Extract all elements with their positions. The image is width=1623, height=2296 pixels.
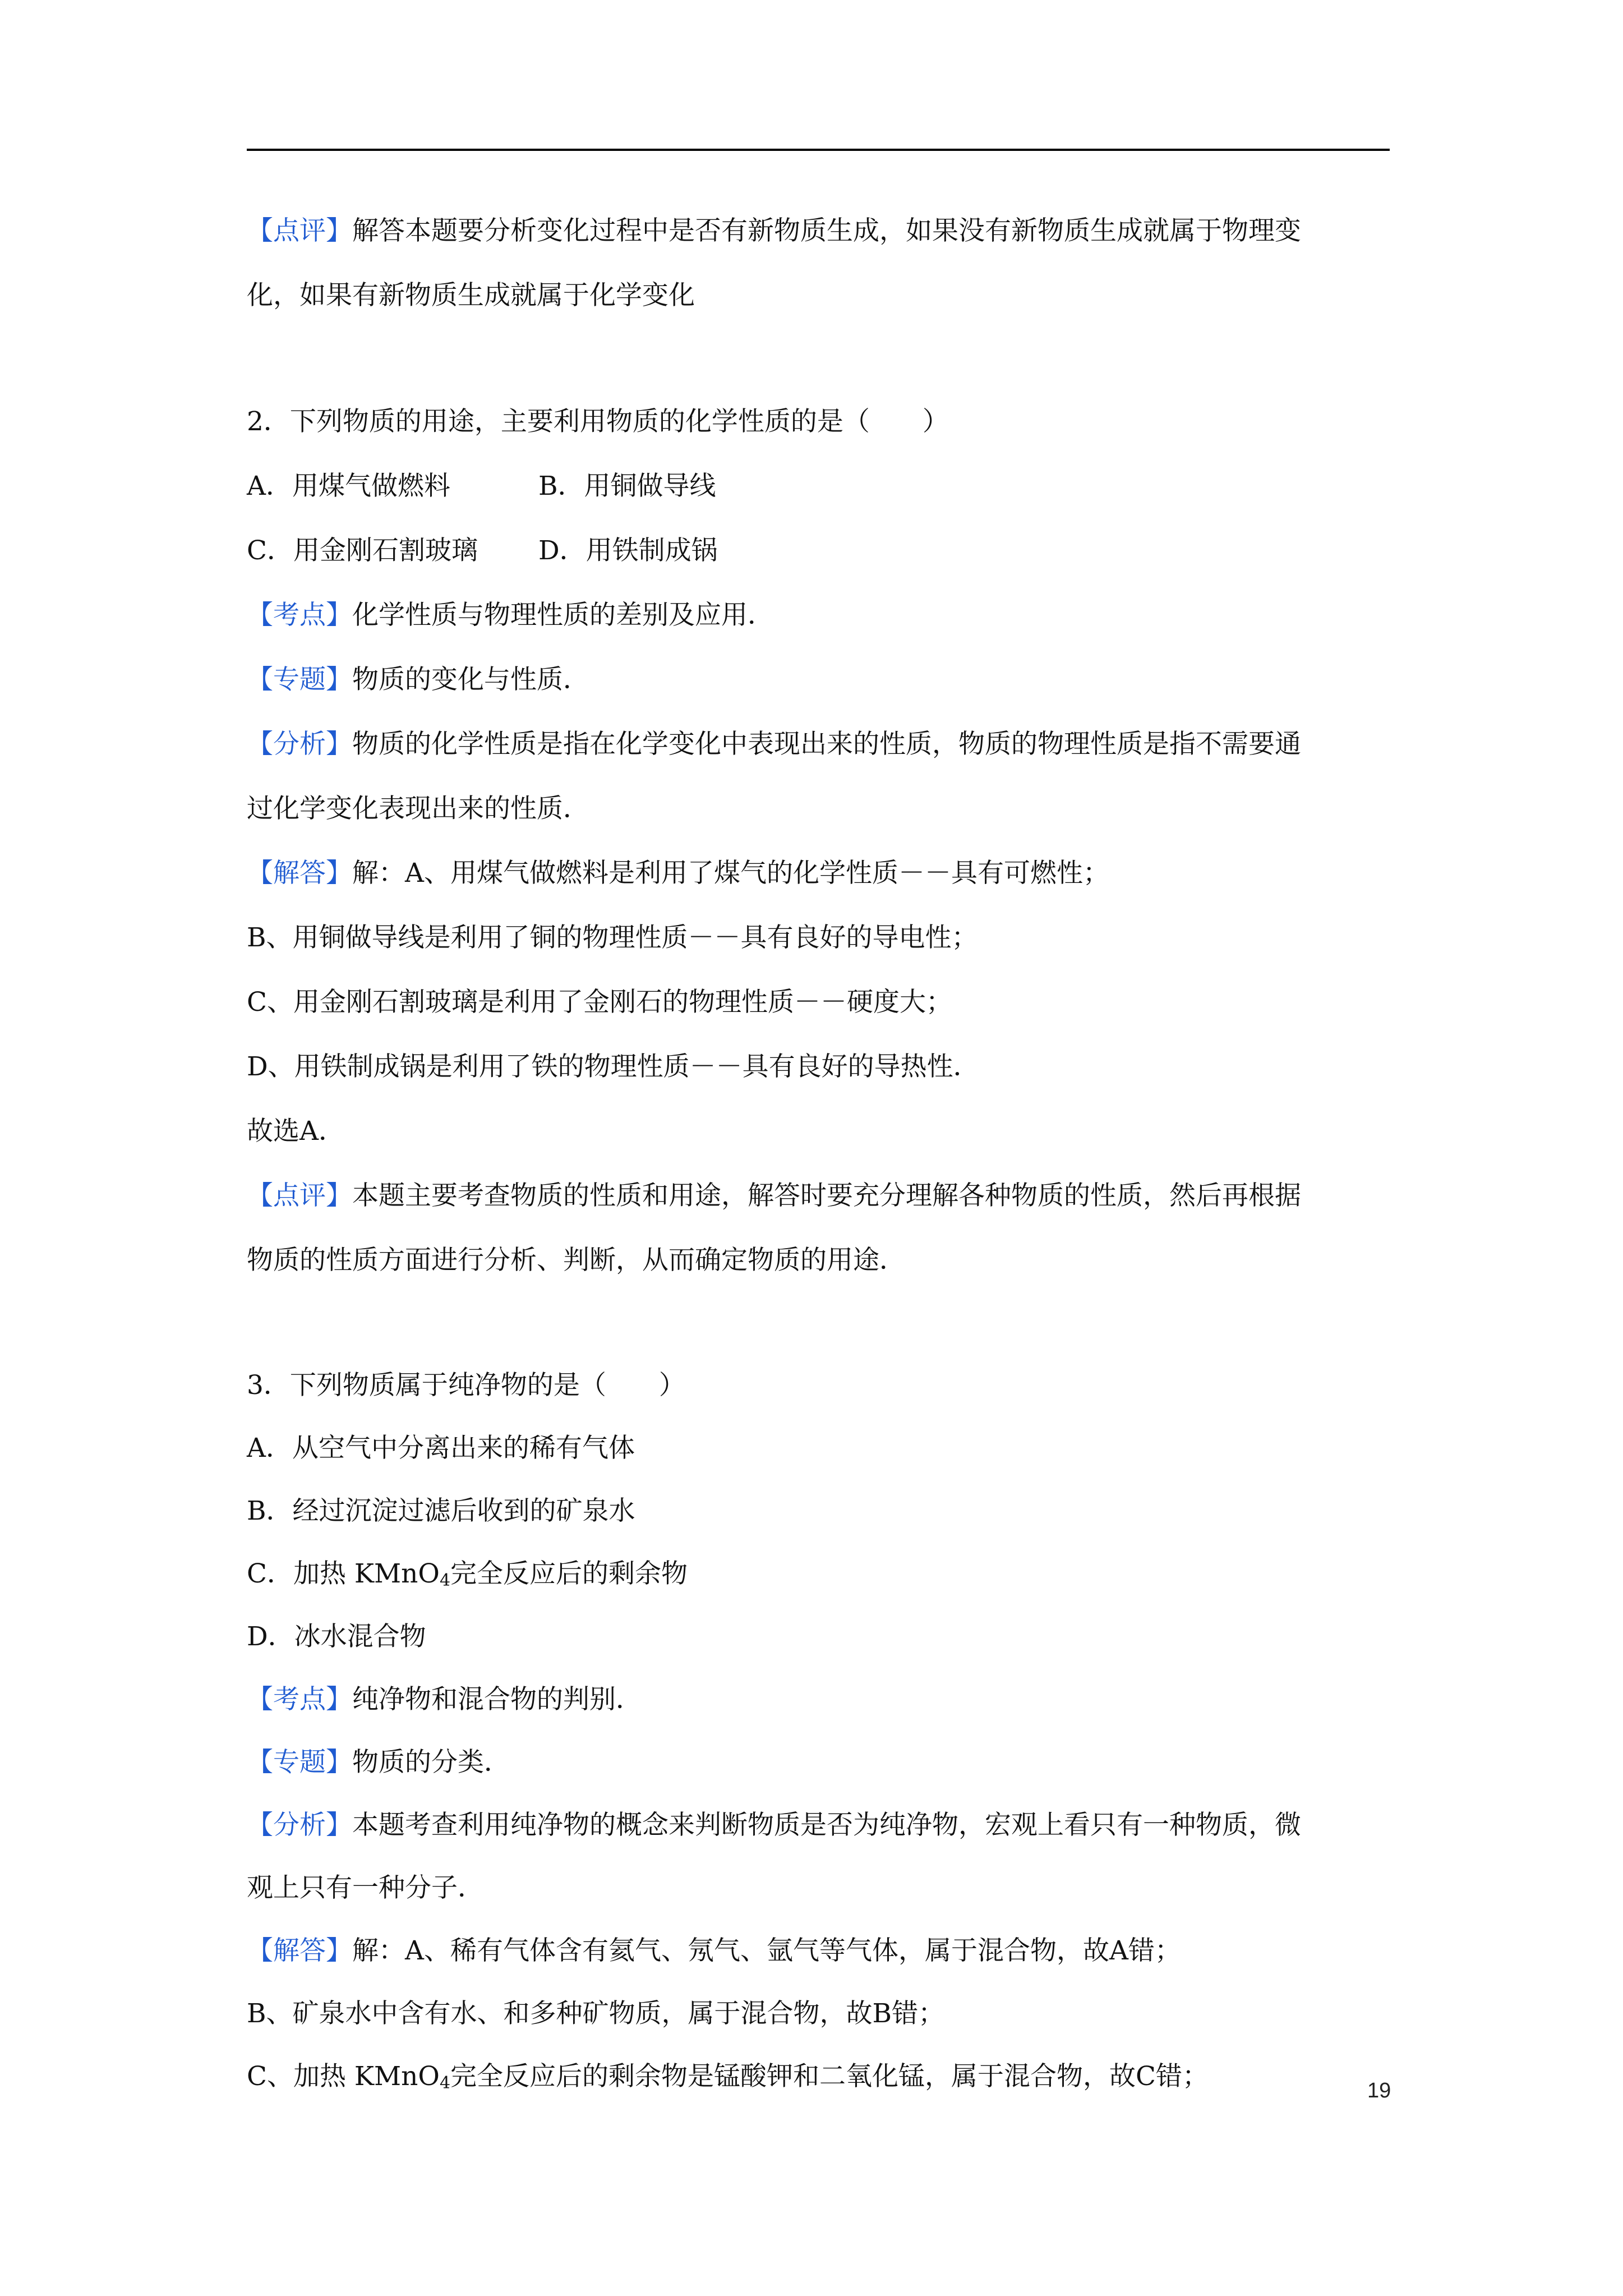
q3-jieda-line-2 <box>247 1982 1408 2045</box>
kaodian-tag: 【考点】 <box>247 1684 352 1715</box>
zhuanti-tag: 【专题】 <box>247 1747 352 1778</box>
q3-stem-text: 3．下列物质属于纯净物的是（ ） <box>247 1370 685 1401</box>
q2-stem <box>247 389 1408 454</box>
zhuanti-tag: 【专题】 <box>247 664 352 695</box>
q3-option-c-post: 完全反应后的剩余物 <box>450 1558 688 1589</box>
q2-zhuanti <box>247 647 1408 712</box>
q3-zhuanti <box>247 1731 1408 1794</box>
q2-option-a: A．用煤气做燃料 <box>247 471 450 501</box>
q2-option-c: C．用金刚石割玻璃 <box>247 535 478 566</box>
jieda-tag: 【解答】 <box>247 1935 352 1966</box>
q3-option-d-text: D．冰水混合物 <box>247 1621 426 1652</box>
q3-kaodian <box>247 1668 1408 1731</box>
q2-fenxi-line-1 <box>247 712 1408 776</box>
q2-stem-text: 2．下列物质的用途，主要利用物质的化学性质的是（ ） <box>247 406 949 437</box>
jieda-tag: 【解答】 <box>247 858 352 889</box>
prev-dianping-text-2: 化，如果有新物质生成就属于化学变化 <box>247 280 695 311</box>
q3-jieda-text-1: 解：A、稀有气体含有氦气、氖气、氩气等气体，属于混合物，故A错； <box>352 1935 1181 1966</box>
q2-jieda-line-2 <box>247 905 1408 970</box>
q2-jieda-text-1: 解：A、用煤气做燃料是利用了煤气的化学性质－－具有可燃性； <box>352 858 1109 889</box>
q2-jieda-text-2: B、用铜做导线是利用了铜的物理性质－－具有良好的导电性； <box>247 922 978 953</box>
page-number: 19 <box>1367 2079 1391 2102</box>
prev-dianping-line-2 <box>247 263 1408 328</box>
q3-option-d <box>247 1605 1408 1668</box>
fenxi-tag: 【分析】 <box>247 1810 352 1841</box>
fenxi-tag: 【分析】 <box>247 729 352 760</box>
q3-option-c-subscript: 4 <box>439 1571 451 1590</box>
q3-jieda-text-2: B、矿泉水中含有水、和多种矿物质，属于混合物，故B错； <box>247 1998 945 2029</box>
q3-fenxi-line-1 <box>247 1794 1408 1857</box>
document-body <box>247 199 1408 2108</box>
q2-kaodian-text: 化学性质与物理性质的差别及应用． <box>352 600 774 631</box>
q2-dianping-text-2: 物质的性质方面进行分析、判断，从而确定物质的用途． <box>247 1245 906 1276</box>
q3-jieda-subscript: 4 <box>439 2073 451 2093</box>
q2-jieda-line-4 <box>247 1034 1408 1099</box>
q2-jieda-line-1 <box>247 841 1408 905</box>
q3-kaodian-text: 纯净物和混合物的判别． <box>352 1684 642 1715</box>
q3-fenxi-text-1: 本题考查利用纯净物的概念来判断物质是否为纯净物，宏观上看只有一种物质，微 <box>352 1810 1301 1841</box>
q3-jieda-text-3-pre: C、加热 KMnO <box>247 2061 440 2092</box>
kaodian-tag: 【考点】 <box>247 600 352 631</box>
q2-fenxi-text-2: 过化学变化表现出来的性质． <box>247 793 589 824</box>
q2-kaodian <box>247 583 1408 647</box>
q3-option-a-text: A．从空气中分离出来的稀有气体 <box>247 1433 635 1464</box>
prev-dianping-line-1 <box>247 199 1408 263</box>
dianping-tag: 【点评】 <box>247 1180 352 1211</box>
q3-zhuanti-text: 物质的分类． <box>352 1747 510 1778</box>
dianping-tag: 【点评】 <box>247 215 352 246</box>
q2-jieda-line-3 <box>247 970 1408 1034</box>
q2-answer-text: 故选A． <box>247 1116 345 1147</box>
q3-fenxi-line-2 <box>247 1857 1408 1920</box>
q3-option-b-text: B．经过沉淀过滤后收到的矿泉水 <box>247 1496 635 1526</box>
q2-answer <box>247 1099 1408 1163</box>
q2-options-cd <box>247 518 1408 583</box>
q2-option-d: D．用铁制成锅 <box>538 535 718 566</box>
q3-jieda-text-3-post: 完全反应后的剩余物是锰酸钾和二氧化锰，属于混合物，故C错； <box>450 2061 1209 2092</box>
prev-dianping-text-1: 解答本题要分析变化过程中是否有新物质生成，如果没有新物质生成就属于物理变 <box>352 215 1301 246</box>
header-rule <box>247 149 1390 151</box>
q3-option-a <box>247 1417 1408 1480</box>
q3-jieda-line-1 <box>247 1920 1408 1982</box>
q2-zhuanti-text: 物质的变化与性质． <box>352 664 589 695</box>
q2-jieda-text-3: C、用金刚石割玻璃是利用了金刚石的物理性质－－硬度大； <box>247 987 952 1018</box>
q2-dianping-line-2 <box>247 1228 1408 1292</box>
q3-stem <box>247 1354 1408 1417</box>
q2-dianping-line-1 <box>247 1163 1408 1228</box>
q3-option-b <box>247 1480 1408 1543</box>
q2-jieda-text-4: D、用铁制成锅是利用了铁的物理性质－－具有良好的导热性． <box>247 1051 980 1082</box>
q3-fenxi-text-2: 观上只有一种分子． <box>247 1872 484 1903</box>
q2-dianping-text-1: 本题主要考查物质的性质和用途，解答时要充分理解各种物质的性质，然后再根据 <box>352 1180 1301 1211</box>
q2-fenxi-line-2 <box>247 776 1408 841</box>
q3-jieda-line-3 <box>247 2045 1408 2108</box>
q2-fenxi-text-1: 物质的化学性质是指在化学变化中表现出来的性质，物质的物理性质是指不需要通 <box>352 729 1301 760</box>
q3-option-c-pre: C．加热 KMnO <box>247 1558 440 1589</box>
q3-option-c <box>247 1543 1408 1605</box>
q2-option-b: B．用铜做导线 <box>538 471 716 501</box>
q2-options-ab <box>247 454 1408 518</box>
